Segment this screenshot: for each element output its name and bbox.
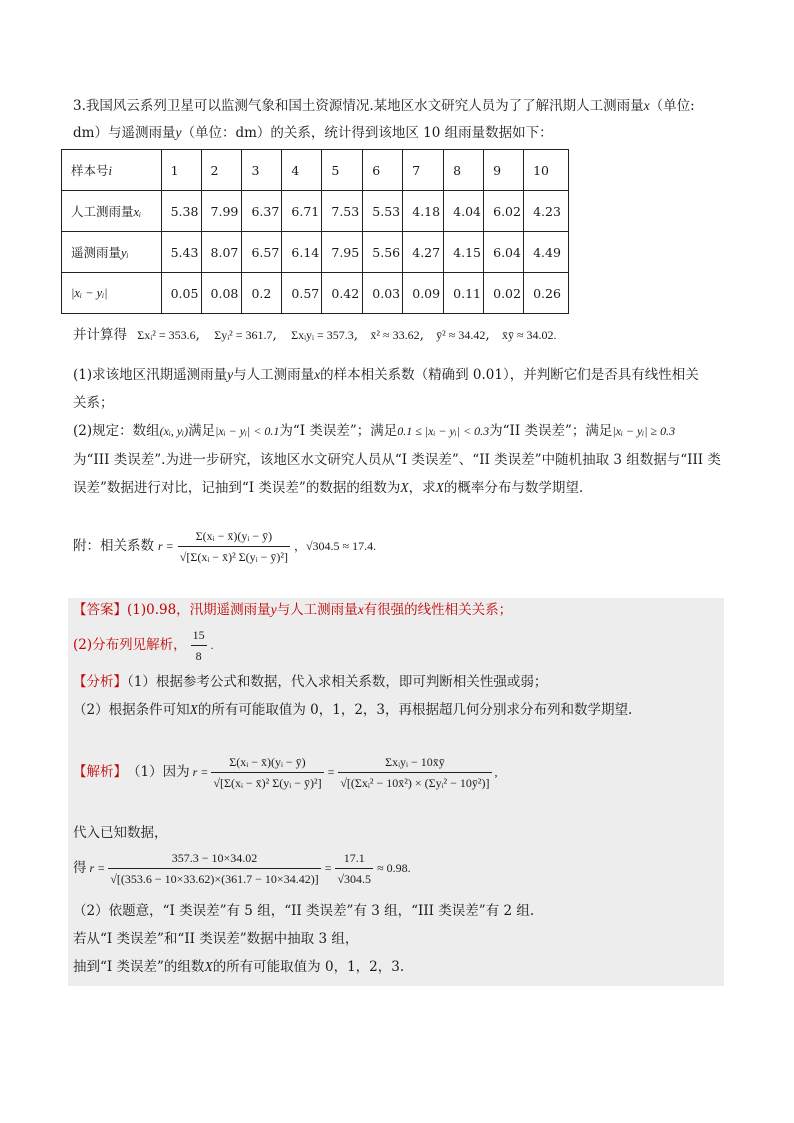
solution-computation: 得 r = $\frac{357.3 - 10\times 34.02}{√[(353.6 - 10\times 33.62)\times(361.7 - 10\times 34.42)]}$ = $\frac{17.1}{√304.5}$ ≈ 0.98. [73,846,411,890]
solution-fraction-4: $\frac{17.1}{√304.5}$ [335,848,373,889]
question-2-line-1: (2)规定：数组(xᵢ, yᵢ)满足|xᵢ − yᵢ| < 0.1为“I 类误差”；满足0.1 ≤ |xᵢ − yᵢ| < 0.3为“II 类误差”；满足|xᵢ − yᵢ| ≥ 0.3 [73,423,676,439]
analysis-line-2: （2）根据条件可知X的所有可能取值为 0，1，2，3，再根据超几何分别求分布列和数学期望. [73,702,633,718]
question-1-cont: 关系； [73,395,114,411]
expectation-fraction: $\frac{15}{8}$ [191,625,207,666]
problem-line-2: dm）与遥测雨量y（单位：dm）的关系，统计得到该地区 10 组雨量数据如下： [73,125,553,141]
table-row: 遥测雨量yᵢ 5.43 8.07 6.57 6.14 7.95 5.56 4.27 4.15 6.04 4.49 [62,232,569,273]
solution-fraction-1: $\frac{\text{Σ(xᵢ − x̄)(yᵢ − ȳ)}}{\text{√[Σ(xᵢ − x̄)² Σ(yᵢ − ȳ)²]}}$ [211,752,323,793]
table-row: 样本号i 1 2 3 4 5 6 7 8 9 10 [62,150,569,191]
question-2-line-3: 误差”数据进行对比，记抽到“I 类误差”的数据的组数为X，求X的概率分布与数学期望. [73,480,584,496]
correlation-fraction: $\frac{\text{Σ(xᵢ − x̄)(yᵢ − ȳ)}}{\text{√[Σ(xᵢ − x̄)² Σ(yᵢ − ȳ)²]}}$ [178,526,290,567]
analysis-line-1: 【分析】（1）根据参考公式和数据，代入求相关系数，即可判断相关性强或弱； [73,674,548,690]
problem-line-1: 3.我国风云系列卫星可以监测气象和国土资源情况.某地区水文研究人员为了了解汛期人工测雨量x（单位: [73,98,695,114]
solution-fraction-3: $\frac{357.3 - 10\times 34.02}{√[(353.6 - 10\times 33.62)\times(361.7 - 10\times 34.42)]}$ [108,848,320,889]
row-label: 遥测雨量yᵢ [62,232,162,273]
solution-part-2-line-1: （2）依题意，“I 类误差”有 5 组，“II 类误差”有 3 组，“III 类误差”有 2 组. [73,903,535,919]
question-1: (1)求该地区汛期遥测雨量y与人工测雨量x的样本相关系数（精确到 0.01），并判断它们是否具有线性相关 [73,367,699,383]
answer-line-2: (2)分布列见解析， $\frac{15}{8}$ . [73,628,214,662]
solution-part-2-line-2: 若从“I 类误差”和“II 类误差”数据中抽取 3 组， [73,931,359,947]
rainfall-data-table [61,149,569,314]
solution-part-2-line-3: 抽到“I 类误差”的组数X的所有可能取值为 0，1，2，3. [73,959,405,975]
row-label: 样本号i [62,150,162,191]
given-sums: 并计算得 Σxᵢ² = 353.6, Σyᵢ² = 361.7, Σxᵢyᵢ = 357.3, x̄² ≈ 33.62, ȳ² ≈ 34.42, x̄ȳ ≈ 34.02. [73,327,557,343]
solution-fraction-2: $\frac{\text{Σxᵢyᵢ − 10x̄ȳ}}{\text{√[(Σxᵢ² − 10x̄²) × (Σyᵢ² − 10ȳ²)]}}$ [338,752,491,793]
question-2-line-2: 为“III 类误差”.为进一步研究，该地区水文研究人员从“I 类误差”、“II 类误差”中随机抽取 3 组数据与“III 类 [73,452,721,468]
row-label: |xᵢ − yᵢ| [62,273,162,314]
reference-formula: 附：相关系数 r = $\frac{\text{Σ(xᵢ − x̄)(yᵢ − ȳ)}}{\text{√[Σ(xᵢ − x̄)² Σ(yᵢ − ȳ)²]}}$ ，√304.5 ≈ 17.4. [73,518,376,574]
solution-substitute: 代入已知数据， [73,825,168,841]
answer-line-1: 【答案】(1)0.98，汛期遥测雨量y与人工测雨量x有很强的线性相关关系； [73,602,513,618]
row-label: 人工测雨量xᵢ [62,191,162,232]
solution-formula: 【解析】 （1）因为 r = $\frac{\text{Σ(xᵢ − x̄)(yᵢ − ȳ)}}{\text{√[Σ(xᵢ − x̄)² Σ(yᵢ − ȳ)²]}}$ = $\frac{\text{Σxᵢyᵢ − 10x̄ȳ}}{\text{√[(Σxᵢ² − 10x̄²) × (Σyᵢ² − 10ȳ²)]}}$ , [73,742,498,802]
table-row: |xᵢ − yᵢ| 0.05 0.08 0.2 0.57 0.42 0.03 0.09 0.11 0.02 0.26 [62,273,569,314]
table-row: 人工测雨量xᵢ 5.38 7.99 6.37 6.71 7.53 5.53 4.18 4.04 6.02 4.23 [62,191,569,232]
